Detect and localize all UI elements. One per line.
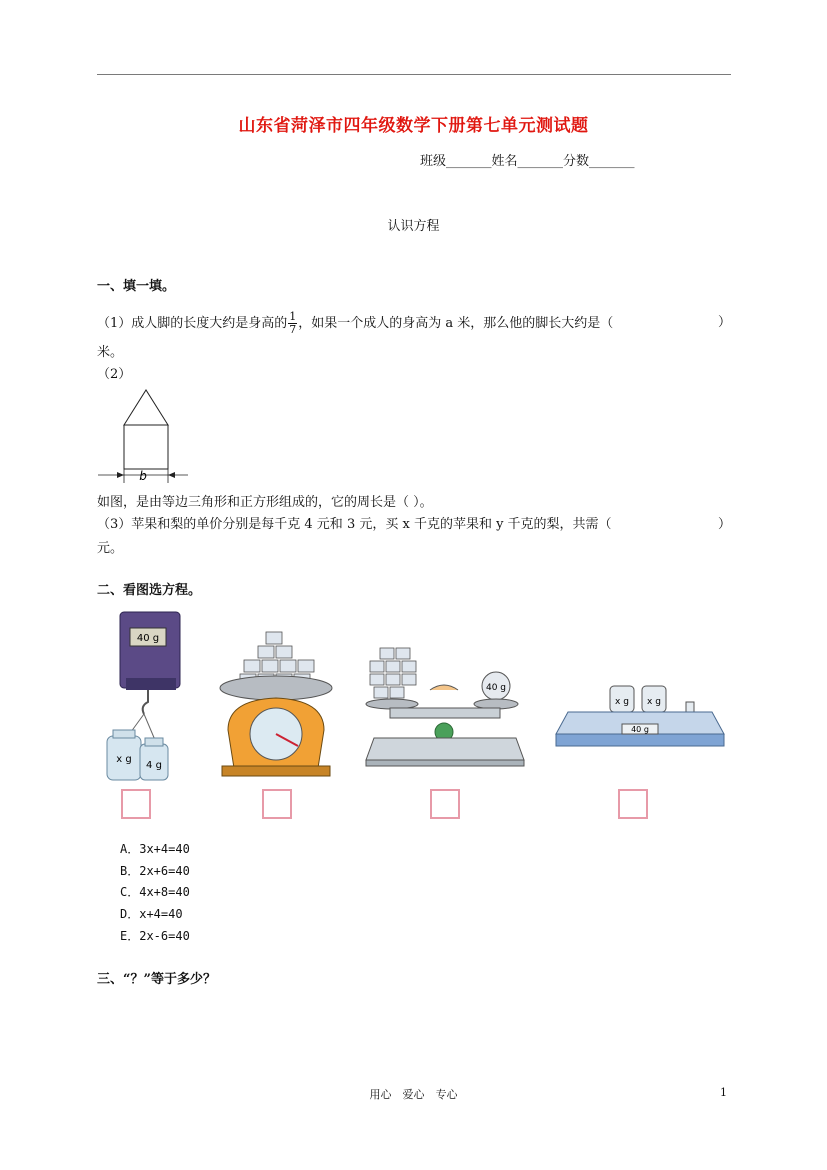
answer-box-4[interactable] [618, 789, 648, 819]
triangle-shape [124, 390, 168, 425]
question-3-close-paren: ） [718, 517, 732, 532]
option-a: A．3x+4=40 [120, 842, 190, 856]
dimension-label: b [139, 469, 147, 483]
page-footer: 用心 爱心 专心 [369, 1088, 458, 1101]
page-number: 1 [720, 1086, 727, 1099]
fraction-numerator: 1 [289, 310, 297, 323]
question-1-text-a: （1）成人脚的长度大约是身高的 [97, 316, 288, 331]
spring-scale-reading: 40 g [136, 633, 160, 644]
electronic-weight-a-label: x g [615, 697, 629, 707]
fraction-denominator: 7 [289, 323, 297, 336]
question-3-tail: 元。 [97, 541, 124, 556]
balance-scale-image [360, 642, 530, 770]
electronic-weight-b-label: x g [647, 697, 661, 707]
dial-scale-image [218, 630, 336, 780]
question-2-text: 如图，是由等边三角形和正方形组成的，它的周长是（ ）。 [97, 495, 433, 510]
electronic-scale-image [552, 680, 728, 752]
square-shape [124, 425, 168, 469]
option-c: C．4x+8=40 [120, 885, 190, 899]
question-1 [97, 311, 613, 336]
section-3-heading: 三、“？”等于多少？ [97, 972, 216, 987]
balance-weight-label: 40 g [485, 683, 507, 693]
house-figure [96, 385, 191, 487]
section-2-heading: 二、看图选方程。 [97, 583, 202, 598]
question-1-tail: 米。 [97, 345, 124, 360]
fraction [288, 311, 297, 336]
electronic-scale-reading: 40 g [631, 725, 649, 734]
spring-scale-image [100, 610, 182, 785]
section-1-heading: 一、填一填。 [97, 279, 176, 294]
question-1-text-b: ，如果一个成人的身高为 a 米，那么他的脚长大约是（ [298, 316, 614, 331]
page-subtitle: 认识方程 [387, 219, 440, 234]
weight-4-label: 4 g [146, 760, 162, 771]
answer-box-3[interactable] [430, 789, 460, 819]
weight-x-label: x g [116, 754, 132, 765]
page-title: 山东省菏泽市四年级数学下册第七单元测试题 [238, 116, 589, 136]
option-e: E．2x-6=40 [120, 929, 190, 943]
question-1-close-paren: ） [718, 315, 732, 330]
question-3-text: （3）苹果和梨的单价分别是每千克 4 元和 3 元，买 x 千克的苹果和 y 千克的梨，共需（ [97, 517, 612, 532]
answer-box-1[interactable] [121, 789, 151, 819]
answer-box-2[interactable] [262, 789, 292, 819]
option-d: D．x+4=40 [120, 907, 183, 921]
student-info-line: 班级_______姓名_______分数_______ [420, 154, 635, 169]
option-b: B．2x+6=40 [120, 864, 190, 878]
question-2-label: （2） [97, 367, 132, 382]
top-rule [97, 74, 731, 75]
